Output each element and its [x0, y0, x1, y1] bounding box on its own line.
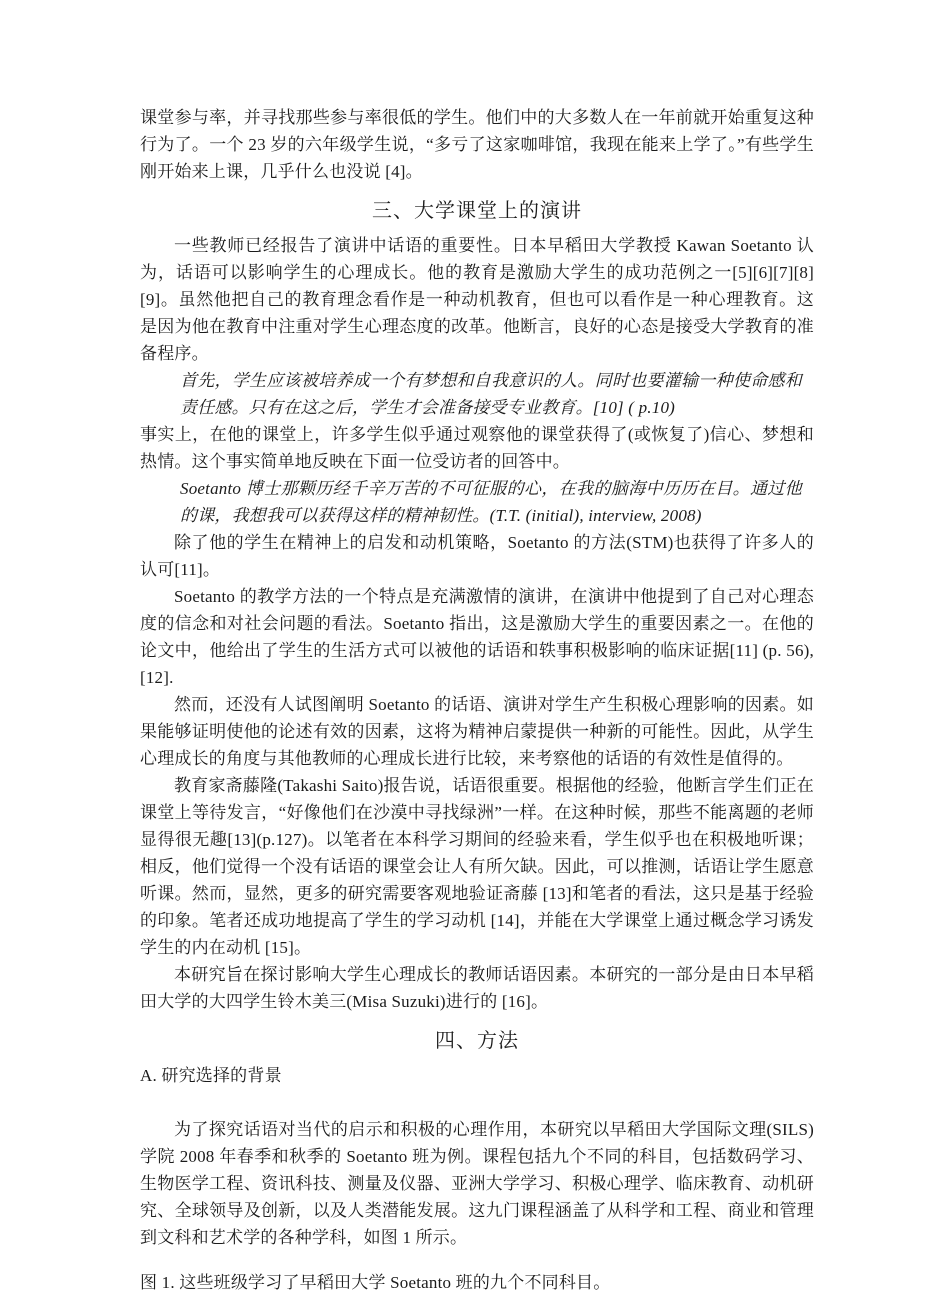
- section-heading-4: 四、方法: [435, 1030, 519, 1052]
- figure-caption: 图 1. 这些班级学习了早稻田大学 Soetanto 班的九个不同科目。: [140, 1273, 611, 1292]
- paragraph: 教育家斋藤隆(Takashi Saito)报告说，话语很重要。根据他的经验，他断言学生们正在课堂上等待发言，“好像他们在沙漠中寻找绿洲”一样。在这种时候，那些不能离题的老师显得很无趣[13](p.127)。以笔者在本科学习期间的经验来看，学生似乎也在积极地听课；相反，他们觉得一个没有话语的课堂会让人有所欠缺。因此，可以推测，话语让学生愿意听课。然而，显然，更多的研究需要客观地验证斋藤 [13]和笔者的看法，这只是基于经验的印象。笔者还成功地提高了学生的学习动机 [14]，并能在大学课堂上通过概念学习诱发学生的内在动机 [15]。: [140, 776, 814, 957]
- paragraph: 事实上，在他的课堂上，许多学生似乎通过观察他的课堂获得了(或恢复了)信心、梦想和热情。这个事实简单地反映在下面一位受访者的回答中。: [140, 425, 814, 471]
- block-quote: 首先，学生应该被培养成一个有梦想和自我意识的人。同时也要灌输一种使命感和责任感。只有在这之后，学生才会准备接受专业教育。[10] ( p.10): [180, 371, 802, 417]
- paragraph: 为了探究话语对当代的启示和积极的心理作用，本研究以早稻田大学国际文理(SILS)学院 2008 年春季和秋季的 Soetanto 班为例。课程包括九个不同的科目，包括数码学习、生物医学工程、资讯科技、测量及仪器、亚洲大学学习、积极心理学、临床教育、动机研究、全球领导及创新，以及人类潜能发展。这九门课程涵盖了从科学和工程、商业和管理到文科和艺术学的各种学科，如图 1 所示。: [140, 1120, 814, 1247]
- paragraph: 本研究旨在探讨影响大学生心理成长的教师话语因素。本研究的一部分是由日本早稻田大学的大四学生铃木美三(Misa Suzuki)进行的 [16]。: [140, 965, 814, 1011]
- paragraph: 一些教师已经报告了演讲中话语的重要性。日本早稻田大学教授 Kawan Soetanto 认为，话语可以影响学生的心理成长。他的教育是激励大学生的成功范例之一[5][6][7][8][9]。虽然他把自己的教育理念看作是一种动机教育，但也可以看作是一种心理教育。这是因为他在教育中注重对学生心理态度的改革。他断言，良好的心态是接受大学教育的准备程序。: [140, 236, 814, 363]
- paragraph: 然而，还没有人试图阐明 Soetanto 的话语、演讲对学生产生积极心理影响的因素。如果能够证明使他的论述有效的因素，这将为精神启蒙提供一种新的可能性。因此，从学生心理成长的角度与其他教师的心理成长进行比较，来考察他的话语的有效性是值得的。: [140, 695, 814, 768]
- section-heading-3: 三、大学课堂上的演讲: [372, 200, 582, 222]
- paragraph-continuation: 课堂参与率，并寻找那些参与率很低的学生。他们中的大多数人在一年前就开始重复这种行为了。一个 23 岁的六年级学生说，“多亏了这家咖啡馆，我现在能来上学了。”有些学生刚开始来上课，几乎什么也没说 [4]。: [140, 108, 814, 181]
- block-quote: Soetanto 博士那颗历经千辛万苦的不可征服的心，在我的脑海中历历在目。通过他的课，我想我可以获得这样的精神韧性。(T.T. (initial), interview, 2008): [180, 479, 802, 525]
- paragraph: Soetanto 的教学方法的一个特点是充满激情的演讲，在演讲中他提到了自己对心理态度的信念和对社会问题的看法。Soetanto 指出，这是激励大学生的重要因素之一。在他的论文中，他给出了学生的生活方式可以被他的话语和轶事积极影响的临床证据[11] (p. 56), [12].: [140, 587, 814, 687]
- paragraph: 除了他的学生在精神上的启发和动机策略，Soetanto 的方法(STM)也获得了许多人的认可[11]。: [140, 533, 814, 579]
- subsection-heading: A. 研究选择的背景: [140, 1066, 282, 1085]
